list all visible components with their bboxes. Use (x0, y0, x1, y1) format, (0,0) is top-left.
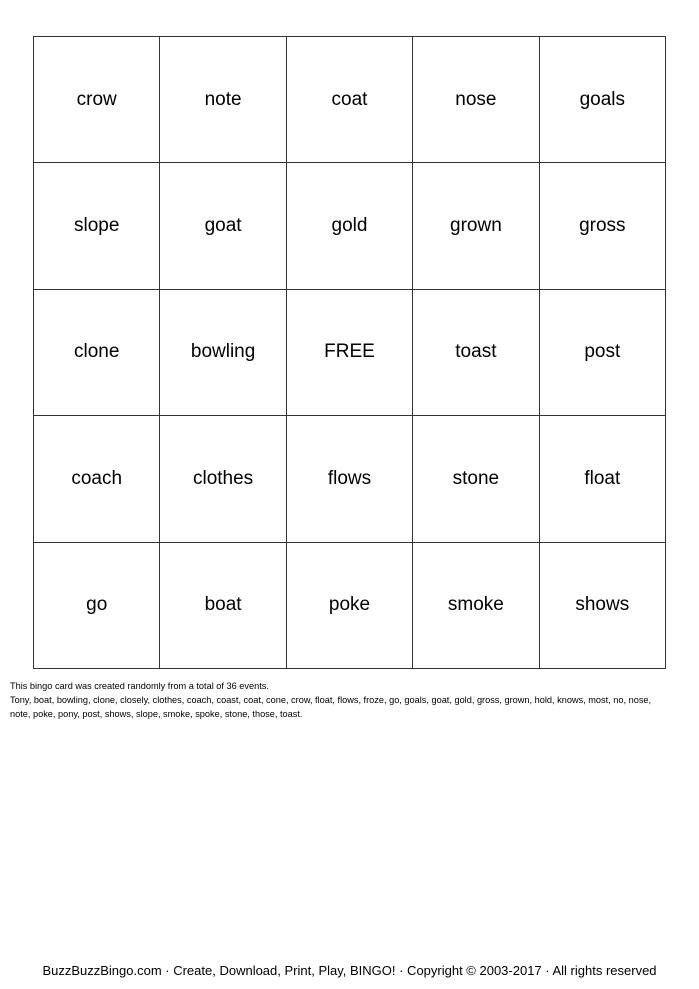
bingo-cell: nose (413, 37, 539, 163)
bingo-cell: goat (160, 163, 286, 289)
bingo-cell: poke (287, 543, 413, 669)
footer-copyright: BuzzBuzzBingo.com · Create, Download, Print, Play, BINGO! · Copyright © 2003-2017 · All rights reserved (42, 963, 657, 978)
bingo-cell: toast (413, 290, 539, 416)
card-summary: This bingo card was created randomly from a total of 36 events. (10, 681, 269, 691)
bingo-cell: shows (540, 543, 666, 669)
bingo-card-grid (33, 36, 666, 669)
bingo-cell: slope (34, 163, 160, 289)
bingo-cell: coach (34, 416, 160, 542)
event-list: Tony, boat, bowling, clone, closely, clothes, coach, coast, coat, cone, crow, float, flows, froze, go, goals, goat, gold, gross, grown, hold, knows, most, no, nose, note, poke, pony, post, shows, slope, smoke, spoke, stone, those, toast. (10, 695, 652, 719)
bingo-cell: boat (160, 543, 286, 669)
bingo-cell: stone (413, 416, 539, 542)
bingo-cell: post (540, 290, 666, 416)
bingo-cell: float (540, 416, 666, 542)
bingo-cell: clone (34, 290, 160, 416)
bingo-cell: coat (287, 37, 413, 163)
bingo-cell: smoke (413, 543, 539, 669)
bingo-cell: bowling (160, 290, 286, 416)
bingo-cell: goals (540, 37, 666, 163)
bingo-cell: gold (287, 163, 413, 289)
bingo-cell: crow (34, 37, 160, 163)
bingo-cell: clothes (160, 416, 286, 542)
bingo-cell: grown (413, 163, 539, 289)
bingo-cell: go (34, 543, 160, 669)
bingo-cell: gross (540, 163, 666, 289)
bingo-free-cell: FREE (287, 290, 413, 416)
bingo-cell: note (160, 37, 286, 163)
card-notes (10, 679, 670, 721)
bingo-cell: flows (287, 416, 413, 542)
